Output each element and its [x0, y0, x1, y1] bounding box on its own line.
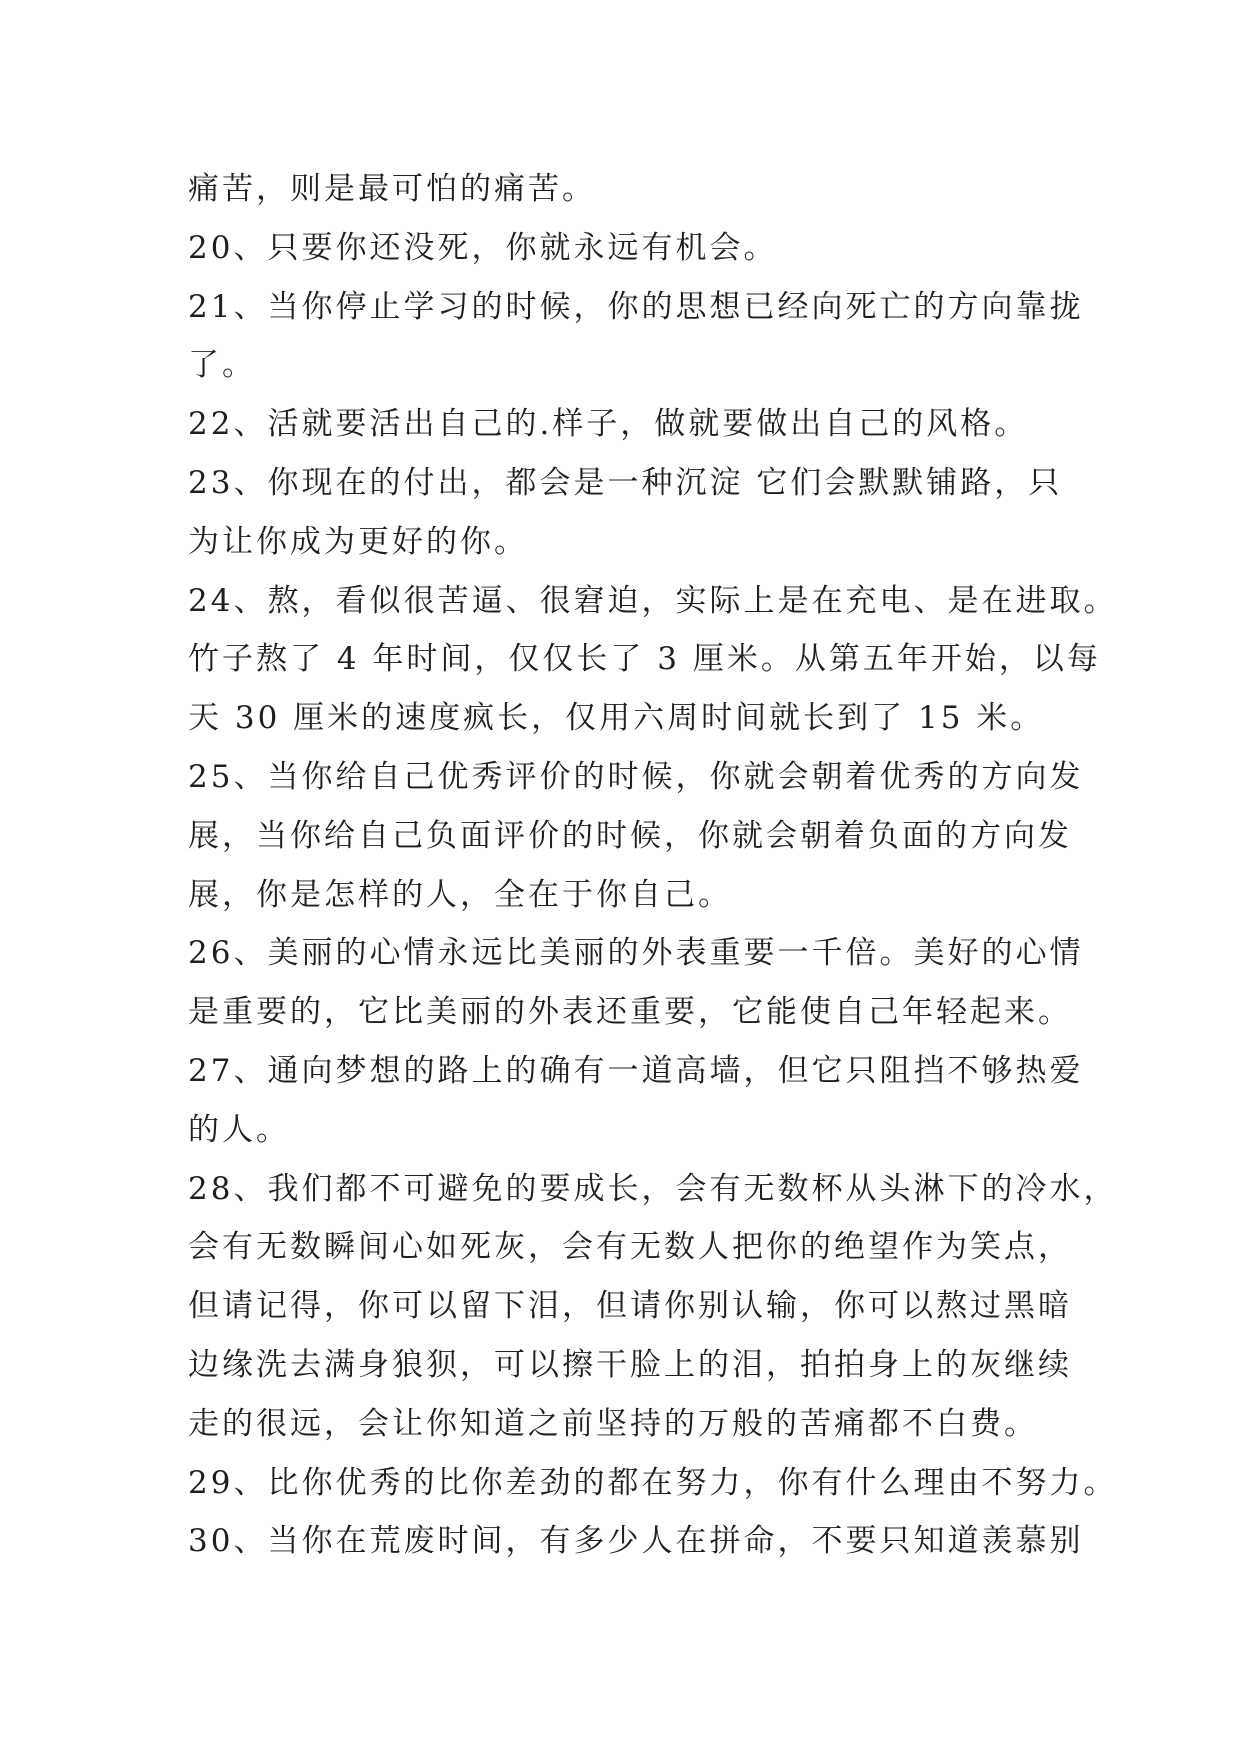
text-line: 但请记得，你可以留下泪，但请你别认输，你可以熬过黑暗	[188, 1288, 1072, 1325]
text-line: 20、只要你还没死，你就永远有机会。	[188, 229, 778, 266]
text-line: 展，当你给自己负面评价的时候，你就会朝着负面的方向发	[188, 817, 1072, 854]
text-line: 天 30 厘米的速度疯长，仅用六周时间就长到了 15 米。	[188, 700, 1045, 737]
text-line: 25、当你给自己优秀评价的时候，你就会朝着优秀的方向发	[188, 758, 1084, 795]
text-line: 28、我们都不可避免的要成长，会有无数杯从头淋下的冷水，	[188, 1170, 1118, 1207]
text-line: 27、通向梦想的路上的确有一道高墙，但它只阻挡不够热爱	[188, 1052, 1084, 1089]
text-line: 23、你现在的付出，都会是一种沉淀 它们会默默铺路，只	[188, 464, 1063, 501]
text-line: 21、当你停止学习的时候，你的思想已经向死亡的方向靠拢	[188, 288, 1084, 325]
text-line: 30、当你在荒废时间，有多少人在拼命，不要只知道羡慕别	[188, 1523, 1084, 1560]
text-line: 26、美丽的心情永远比美丽的外表重要一千倍。美好的心情	[188, 935, 1084, 972]
text-line: 的人。	[188, 1111, 290, 1148]
text-line: 了。	[188, 347, 256, 384]
text-line: 痛苦，则是最可怕的痛苦。	[188, 171, 596, 207]
text-line: 边缘洗去满身狼狈，可以擦干脸上的泪，拍拍身上的灰继续	[188, 1346, 1072, 1383]
text-line: 走的很远，会让你知道之前坚持的万般的苦痛都不白费。	[188, 1405, 1038, 1442]
text-line: 是重要的，它比美丽的外表还重要，它能使自己年轻起来。	[188, 994, 1072, 1031]
text-line: 展，你是怎样的人，全在于你自己。	[188, 876, 732, 913]
text-line: 22、活就要活出自己的.样子，做就要做出自己的风格。	[188, 406, 1029, 443]
text-line: 竹子熬了 4 年时间，仅仅长了 3 厘米。从第五年开始，以每	[188, 641, 1101, 678]
text-line: 24、熬，看似很苦逼、很窘迫，实际上是在充电、是在进取。	[188, 582, 1118, 619]
text-line: 为让你成为更好的你。	[188, 523, 528, 560]
document-body	[188, 160, 1118, 1571]
text-line: 会有无数瞬间心如死灰，会有无数人把你的绝望作为笑点，	[188, 1229, 1072, 1266]
text-line: 29、比你优秀的比你差劲的都在努力，你有什么理由不努力。	[188, 1464, 1118, 1501]
